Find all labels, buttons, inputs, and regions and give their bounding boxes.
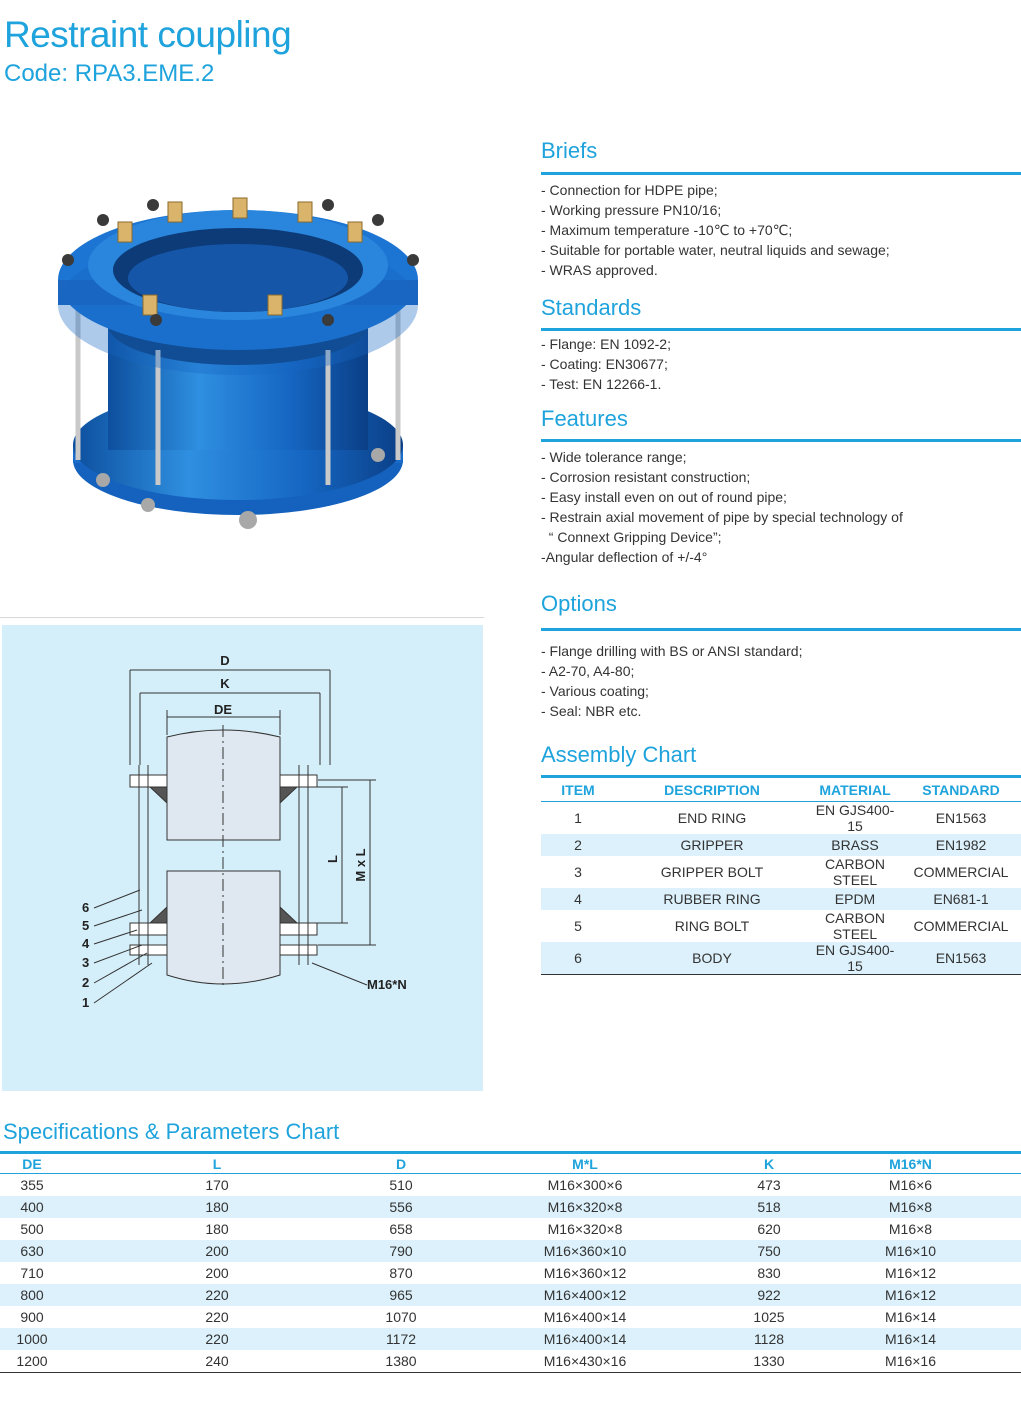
cell: M16×6 <box>888 1177 933 1193</box>
page-title: Restraint coupling <box>4 14 292 55</box>
cell: 658 <box>389 1221 413 1237</box>
options-item: - Seal: NBR etc. <box>541 703 642 719</box>
cell: 620 <box>757 1221 781 1237</box>
cell: BRASS <box>809 834 901 856</box>
cell: END RING <box>677 810 747 826</box>
cell: M16×12 <box>800 1284 1021 1306</box>
spec-col-m16n: M16*N <box>800 1153 1021 1174</box>
cell: 1200 <box>0 1350 64 1373</box>
options-item: - Various coating; <box>541 683 649 699</box>
cell: 5 <box>574 918 582 934</box>
spec-col-ml: M*L <box>432 1153 738 1174</box>
features-item: - Wide tolerance range; <box>541 449 687 465</box>
cell: 2 <box>541 834 615 856</box>
options-item: - A2-70, A4-80; <box>541 663 635 679</box>
table-row <box>541 802 1021 835</box>
assembly-col-material: MATERIAL <box>809 777 901 802</box>
cell: 1128 <box>738 1328 800 1350</box>
cell: 473 <box>757 1177 781 1193</box>
cell: M16×8 <box>800 1196 1021 1218</box>
drawing-label-mxl: M x L <box>353 848 368 882</box>
options-title: Options <box>541 591 617 616</box>
product-photo <box>48 160 428 535</box>
cell: COMMERCIAL <box>913 918 1009 934</box>
cell: RING BOLT <box>674 918 750 934</box>
cell: 630 <box>0 1240 64 1262</box>
spec-col-l: L <box>64 1153 370 1174</box>
spec-col-d: D <box>370 1153 432 1174</box>
cell: 200 <box>64 1240 370 1262</box>
cell: 180 <box>205 1221 229 1237</box>
cell: 240 <box>64 1350 370 1373</box>
cell: M16×400×14 <box>432 1328 738 1350</box>
cell: M16×360×10 <box>432 1240 738 1262</box>
table-row <box>0 1328 1021 1350</box>
options-list <box>541 641 802 721</box>
cell: M16×14 <box>885 1309 936 1325</box>
cell: 220 <box>64 1284 370 1306</box>
table-row <box>0 1306 1021 1328</box>
features-item: -Angular deflection of +/-4° <box>541 549 708 565</box>
cell: 518 <box>738 1196 800 1218</box>
standards-item: - Coating: EN30677; <box>541 356 668 372</box>
cell: GRIPPER BOLT <box>660 864 764 880</box>
cell: M16×320×8 <box>547 1221 623 1237</box>
assembly-col-description: DESCRIPTION <box>615 777 809 802</box>
callout-5: 5 <box>82 918 90 933</box>
options-item: - Flange drilling with BS or ANSI standard; <box>541 643 803 659</box>
technical-drawing <box>2 625 483 1091</box>
options-rule <box>541 628 1021 631</box>
cell: 870 <box>389 1265 413 1281</box>
table-row <box>541 888 1021 910</box>
standards-list <box>541 334 671 394</box>
cell: M16×400×14 <box>543 1309 627 1325</box>
cell: 1025 <box>753 1309 785 1325</box>
cell: GRIPPER <box>615 834 809 856</box>
cell: 180 <box>64 1196 370 1218</box>
cell: 1070 <box>385 1309 417 1325</box>
cell: 1380 <box>370 1350 432 1373</box>
cell: 220 <box>205 1309 229 1325</box>
cell: CARBON STEEL <box>825 910 885 942</box>
briefs-item: - Maximum temperature -10℃ to +70℃; <box>541 222 793 238</box>
features-rule <box>541 439 1021 442</box>
table-row <box>0 1174 1021 1197</box>
drawing-label-l: L <box>325 855 340 863</box>
cell: 6 <box>541 942 615 975</box>
callout-4: 4 <box>82 936 90 951</box>
cell: EPDM <box>809 888 901 910</box>
table-row <box>0 1284 1021 1306</box>
cell: EN GJS400-15 <box>815 802 895 834</box>
cell: BODY <box>615 942 809 975</box>
cell: 922 <box>738 1284 800 1306</box>
cell: EN GJS400-15 <box>809 942 901 975</box>
cell: 1000 <box>0 1328 64 1350</box>
cell: 710 <box>20 1265 44 1281</box>
cell: 170 <box>205 1177 229 1193</box>
drawing-label-de: DE <box>213 702 233 717</box>
cell: 800 <box>0 1284 64 1306</box>
cell: 1172 <box>370 1328 432 1350</box>
cell: CARBON STEEL <box>825 856 885 888</box>
standards-title: Standards <box>541 295 642 320</box>
spec-table <box>0 1151 1021 1373</box>
callout-2: 2 <box>82 975 90 990</box>
standards-item: - Test: EN 12266-1. <box>541 376 662 392</box>
cell: 965 <box>370 1284 432 1306</box>
features-item: - Easy install even on out of round pipe; <box>541 489 787 505</box>
briefs-list <box>541 180 890 280</box>
briefs-title: Briefs <box>541 138 598 163</box>
cell: M16×320×8 <box>432 1196 738 1218</box>
assembly-title: Assembly Chart <box>541 742 697 767</box>
cell: 556 <box>370 1196 432 1218</box>
cell: EN1563 <box>935 810 987 826</box>
callout-1: 1 <box>82 995 90 1010</box>
cell: M16×14 <box>800 1328 1021 1350</box>
callout-3: 3 <box>82 955 90 970</box>
assembly-col-standard: STANDARD <box>901 777 1021 802</box>
standards-rule <box>541 328 1021 331</box>
cell: EN681-1 <box>901 888 1021 910</box>
table-row <box>0 1262 1021 1284</box>
table-row <box>0 1350 1021 1373</box>
cell: M16×300×6 <box>547 1177 623 1193</box>
assembly-header-row <box>541 777 1021 802</box>
standards-item: - Flange: EN 1092-2; <box>541 336 671 352</box>
cell: M16×10 <box>800 1240 1021 1262</box>
cell: M16×8 <box>888 1221 933 1237</box>
spec-title: Specifications & Parameters Chart <box>3 1119 340 1144</box>
cell: 1330 <box>738 1350 800 1373</box>
assembly-table <box>541 775 1021 975</box>
cell: 220 <box>64 1328 370 1350</box>
divider <box>0 617 484 618</box>
table-row <box>0 1196 1021 1218</box>
features-title: Features <box>541 406 628 431</box>
cell: 500 <box>20 1221 44 1237</box>
table-row <box>541 834 1021 856</box>
cell: M16×430×16 <box>432 1350 738 1373</box>
cell: 830 <box>757 1265 781 1281</box>
cell: EN1982 <box>901 834 1021 856</box>
table-row <box>541 910 1021 942</box>
cell: M16×16 <box>800 1350 1021 1373</box>
features-item: - Corrosion resistant construction; <box>541 469 751 485</box>
spec-col-k: K <box>738 1153 800 1174</box>
cell: 4 <box>541 888 615 910</box>
spec-col-de: DE <box>0 1153 64 1174</box>
table-row <box>0 1240 1021 1262</box>
spec-header-row <box>0 1153 1021 1174</box>
cell: EN1563 <box>901 942 1021 975</box>
table-row <box>541 942 1021 975</box>
cell: 900 <box>20 1309 44 1325</box>
cell: 400 <box>0 1196 64 1218</box>
cell: 355 <box>20 1177 44 1193</box>
cell: 200 <box>205 1265 229 1281</box>
briefs-item: - Working pressure PN10/16; <box>541 202 722 218</box>
cell: M16×360×12 <box>543 1265 627 1281</box>
cell: 750 <box>738 1240 800 1262</box>
drawing-label-k: K <box>220 676 230 691</box>
cell: 510 <box>389 1177 413 1193</box>
callout-6: 6 <box>82 900 90 915</box>
product-code: Code: RPA3.EME.2 <box>4 60 215 87</box>
cell: M16×400×12 <box>432 1284 738 1306</box>
features-list <box>541 447 903 567</box>
briefs-item: - WRAS approved. <box>541 262 658 278</box>
features-item: “ Connext Gripping Device”; <box>541 529 722 545</box>
briefs-item: - Suitable for portable water, neutral liquids and sewage; <box>541 242 890 258</box>
cell: RUBBER RING <box>615 888 809 910</box>
cell: 790 <box>370 1240 432 1262</box>
cell: 3 <box>574 864 582 880</box>
table-row <box>0 1218 1021 1240</box>
table-row <box>541 856 1021 888</box>
cell: M16×12 <box>885 1265 936 1281</box>
drawing-label-m16n: M16*N <box>367 977 407 992</box>
assembly-col-item: ITEM <box>541 777 615 802</box>
features-item: - Restrain axial movement of pipe by special technology of <box>541 509 903 525</box>
drawing-label-d: D <box>220 653 230 668</box>
briefs-rule <box>541 172 1021 175</box>
briefs-item: - Connection for HDPE pipe; <box>541 182 718 198</box>
cell: 1 <box>574 810 582 826</box>
cell: COMMERCIAL <box>913 864 1009 880</box>
